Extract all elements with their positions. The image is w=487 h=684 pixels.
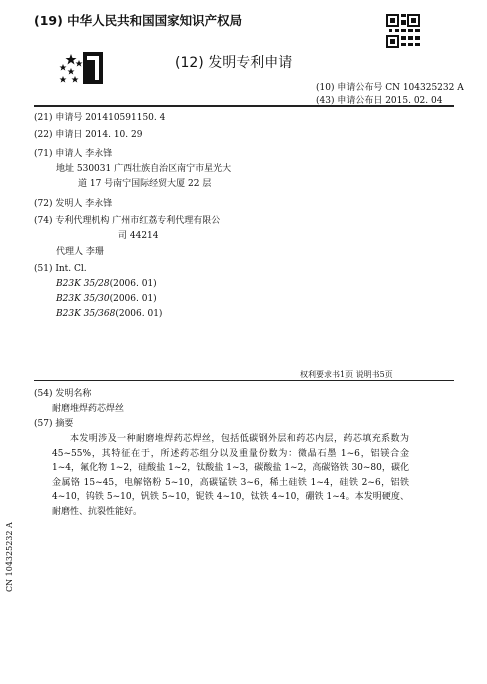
agency-line-1: (74) 专利代理机构 广州市红荔专利代理有限公 [34, 216, 221, 226]
ipc-version: (2006. 01) [115, 309, 163, 319]
page-counts: 权利要求书1页 说明书5页 [300, 370, 393, 379]
agency-line-2: 司 44214 [118, 231, 159, 241]
agent: 代理人 李珊 [56, 247, 104, 257]
ipc-code: B23K 35/30 [56, 294, 110, 304]
abstract-body: 本发明涉及一种耐磨堆焊药芯焊丝，包括低碳钢外层和药芯内层，药芯填充系数为 45~55%，其特征在于，所述药芯组分以及重量份数为：微晶石墨 1~6，铝镁合金 1~4，氟化物 1~2，硅酸盐 1~2，钛酸盐 1~3，碳酸盐 1~2，高碳铬铁 30~80，碳化金属铬 15~45，电解铬粉 5~10，高碳锰铁 3~6，稀土硅铁 1~4，硅铁 2~6，铝铁 4~10，钨铁 5~10，钒铁 5~10，铌铁 4~10，钛铁 4~10，硼铁 1~4。本发明硬度、耐磨性、抗裂性能好。 [52, 434, 409, 517]
header-divider [34, 105, 454, 107]
ipc-code: B23K 35/368 [56, 309, 116, 319]
abstract-text [52, 432, 409, 520]
office-name: (19) 中华人民共和国国家知识产权局 [34, 13, 243, 28]
cnipa-emblem-icon [57, 50, 107, 86]
ipc-version: (2006. 01) [109, 279, 157, 289]
publication-date: (43) 申请公布日 2015. 02. 04 [316, 96, 443, 106]
invention-title: 耐磨堆焊药芯焊丝 [52, 404, 125, 414]
application-date: (22) 申请日 2014. 10. 29 [34, 130, 143, 140]
ipc-version: (2006. 01) [109, 294, 157, 304]
address-line-2: 道 17 号南宁国际经贸大厦 22 层 [78, 179, 212, 189]
address-line-1: 地址 530031 广西壮族自治区南宁市星光大 [56, 164, 232, 174]
document-type: (12) 发明专利申请 [175, 55, 293, 71]
ipc-entry [56, 309, 162, 319]
ipc-label: (51) Int. Cl. [34, 264, 87, 274]
inventor: (72) 发明人 李永锋 [34, 199, 113, 209]
ipc-entry [56, 279, 157, 289]
publication-number: (10) 申请公布号 CN 104325232 A [316, 83, 464, 93]
ipc-code: B23K 35/28 [56, 279, 110, 289]
application-number: (21) 申请号 201410591150. 4 [34, 113, 166, 123]
ipc-entry [56, 294, 157, 304]
section-divider [34, 380, 454, 381]
side-publication-number: CN 104325232 A [5, 522, 14, 592]
abstract-label: (57) 摘要 [34, 419, 74, 429]
qr-code-icon [386, 14, 420, 48]
invention-title-label: (54) 发明名称 [34, 389, 92, 399]
applicant: (71) 申请人 李永锋 [34, 149, 113, 159]
